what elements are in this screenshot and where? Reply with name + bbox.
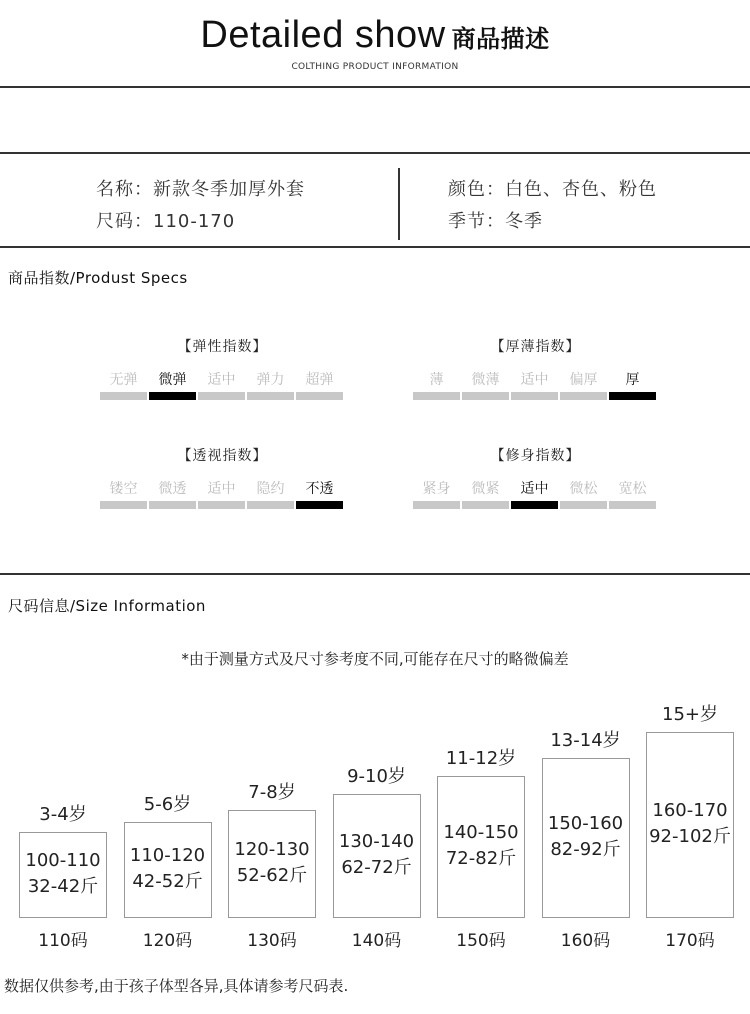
spec-option-label: 超弹 [305, 372, 334, 388]
spec-option [511, 479, 558, 509]
spec-title: 【修身指数】 [490, 448, 581, 464]
spec-elasticity [100, 336, 345, 400]
spec-option-label: 适中 [520, 372, 549, 388]
size-code: 110码 [38, 931, 88, 951]
spec-option-label: 不透 [305, 481, 334, 497]
spec-bar [413, 501, 460, 509]
spec-option [560, 370, 607, 400]
spec-bar [198, 392, 245, 400]
spec-bar [198, 501, 245, 509]
spec-bar-selected [511, 501, 558, 509]
size-height-range: 120-130 [234, 839, 310, 860]
spec-bar [462, 501, 509, 509]
spec-bar [247, 501, 294, 509]
spec-option [560, 479, 607, 509]
product-season: 季节：冬季 [448, 211, 543, 232]
title-en: Detailed show [200, 14, 446, 56]
size-height-range: 160-170 [652, 800, 728, 821]
spec-option-label: 偏厚 [569, 372, 598, 388]
title-cn: 商品描述 [451, 26, 550, 53]
spec-scale [413, 370, 658, 400]
spec-option-label: 微透 [158, 481, 187, 497]
page-subtitle: COLTHING PRODUCT INFORMATION [291, 62, 459, 72]
spec-bar [247, 392, 294, 400]
spec-option-label: 适中 [207, 372, 236, 388]
spec-bar [100, 501, 147, 509]
spec-bar [296, 392, 343, 400]
spec-option-label: 适中 [207, 481, 236, 497]
spec-option-label: 紧身 [422, 481, 451, 497]
spec-option-label: 宽松 [618, 481, 647, 497]
spec-option-label: 适中 [520, 481, 549, 497]
size-height-range: 130-140 [338, 831, 415, 852]
vertical-divider [398, 168, 400, 240]
spec-bar-selected [296, 501, 343, 509]
size-age: 15+岁 [662, 704, 718, 725]
size-age: 3-4岁 [39, 804, 87, 825]
spec-scale [100, 479, 345, 509]
spec-option [609, 370, 656, 400]
size-weight-range: 82-92斤 [550, 839, 621, 860]
spec-option [149, 479, 196, 509]
spec-option [413, 370, 460, 400]
spec-option-label: 微紧 [471, 481, 500, 497]
spec-transparency [100, 445, 345, 509]
size-weight-range: 62-72斤 [341, 857, 412, 878]
size-age: 9-10岁 [347, 766, 406, 787]
size-height-range: 110-120 [129, 845, 206, 866]
spec-option [149, 370, 196, 400]
spec-option [462, 479, 509, 509]
size-code: 150码 [456, 931, 506, 951]
spec-bar [100, 392, 147, 400]
size-age: 11-12岁 [445, 748, 517, 769]
size-code: 170码 [665, 931, 715, 951]
footer-note: 数据仅供参考,由于孩子体型各异,具体请参考尺码表. [4, 977, 349, 995]
spec-option-label: 厚 [625, 372, 640, 388]
spec-option [198, 370, 245, 400]
spec-option-label: 隐约 [256, 481, 285, 497]
size-code: 130码 [247, 931, 297, 951]
specs-section-label: 商品指数/Produst Specs [8, 269, 188, 287]
spec-option-label: 微薄 [471, 372, 500, 388]
spec-bar-selected [609, 392, 656, 400]
size-weight-range: 42-52斤 [132, 871, 203, 892]
spec-option-label: 薄 [429, 372, 444, 388]
spec-bar [462, 392, 509, 400]
spec-bar-selected [149, 392, 196, 400]
spec-option-label: 无弹 [109, 372, 138, 388]
size-code: 140码 [351, 931, 402, 951]
spec-option [511, 370, 558, 400]
spec-option [296, 479, 343, 509]
size-section-label: 尺码信息/Size Information [8, 597, 206, 615]
size-height-range: 140-150 [443, 822, 519, 843]
spec-option [100, 479, 147, 509]
spec-bar [560, 501, 607, 509]
product-name: 名称：新款冬季加厚外套 [96, 179, 305, 200]
spec-option [296, 370, 343, 400]
size-height-range: 100-110 [25, 850, 101, 871]
spec-bar [560, 392, 607, 400]
divider [0, 152, 750, 154]
size-weight-range: 72-82斤 [445, 848, 517, 869]
spec-option [100, 370, 147, 400]
spec-thickness [413, 336, 658, 400]
spec-scale [100, 370, 345, 400]
spec-option [247, 479, 294, 509]
spec-bar [413, 392, 460, 400]
spec-option-label: 弹力 [256, 372, 285, 388]
spec-option-label: 微松 [569, 481, 598, 497]
size-age: 7-8岁 [248, 782, 296, 803]
spec-option [247, 370, 294, 400]
page-title [0, 14, 750, 57]
size-code: 160码 [560, 931, 611, 951]
spec-option-label: 微弹 [158, 372, 187, 388]
spec-option [462, 370, 509, 400]
divider [0, 86, 750, 88]
divider [0, 246, 750, 248]
spec-title: 【弹性指数】 [177, 339, 268, 355]
spec-fit [413, 445, 658, 509]
size-weight-range: 32-42斤 [27, 876, 99, 897]
product-size: 尺码：110-170 [96, 211, 236, 232]
spec-option [413, 479, 460, 509]
size-age: 13-14岁 [550, 730, 621, 751]
spec-bar [149, 501, 196, 509]
spec-title: 【厚薄指数】 [490, 339, 581, 355]
spec-title: 【透视指数】 [177, 448, 268, 464]
divider [0, 573, 750, 575]
spec-scale [413, 479, 658, 509]
size-height-range: 150-160 [547, 813, 624, 834]
product-color: 颜色：白色、杏色、粉色 [448, 179, 657, 200]
spec-bar [511, 392, 558, 400]
size-age: 5-6岁 [143, 794, 192, 815]
spec-bar [609, 501, 656, 509]
size-note: *由于测量方式及尺寸参考度不同,可能存在尺寸的略微偏差 [181, 650, 569, 668]
spec-option [198, 479, 245, 509]
size-code: 120码 [142, 931, 193, 951]
size-weight-range: 92-102斤 [649, 826, 731, 847]
spec-option [609, 479, 656, 509]
size-weight-range: 52-62斤 [236, 865, 308, 886]
spec-option-label: 镂空 [109, 481, 138, 497]
